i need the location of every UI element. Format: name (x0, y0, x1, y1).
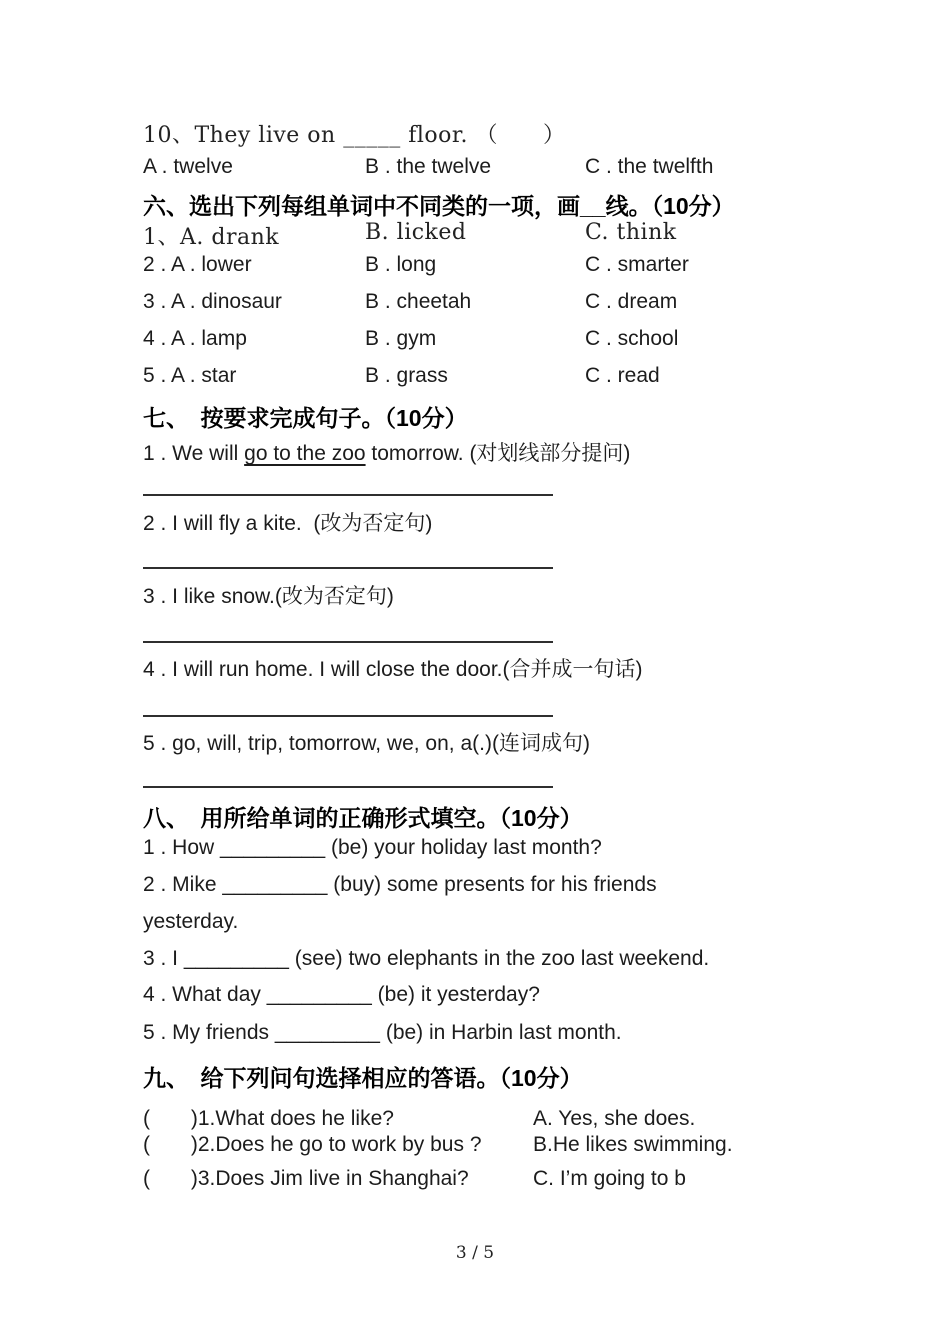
option-c: C . dream (585, 290, 678, 313)
option-c: C . school (585, 327, 679, 350)
section-6-heading: 六、选出下列每组单词中不同类的一项，画__线。（10分） (143, 193, 735, 219)
option-c: C. think (585, 220, 677, 245)
section-7-item-4: 4 . I will run home. I will close the door.(合并成一句话) (143, 658, 643, 681)
option-b: B . gym (365, 327, 437, 350)
answer-choice: B.He likes swimming. (533, 1133, 733, 1156)
section-9-row-3 (143, 1167, 933, 1191)
section-6-row-1 (143, 220, 863, 251)
answer-choice: A. Yes, she does. (533, 1107, 696, 1130)
option-a: 4 . A . lamp (143, 327, 247, 350)
section-8-item-2: 2 . Mike _________ (buy) some presents for his friends (143, 873, 657, 896)
option-b: B . grass (365, 364, 448, 387)
section-7-item-1 (143, 437, 630, 467)
section-6-row-5 (143, 364, 863, 388)
section-8-item-4: 4 . What day _________ (be) it yesterday? (143, 983, 540, 1006)
section-8-heading: 八、 用所给单词的正确形式填空。（10分） (143, 805, 583, 831)
answer-line (143, 641, 553, 643)
option-a: 1、A. drank (143, 225, 280, 250)
option-a: A . twelve (143, 155, 233, 178)
option-b: B . long (365, 253, 437, 276)
question-text: ( )1.What does he like? (143, 1107, 394, 1130)
answer-line (143, 567, 553, 569)
section-8-item-2-wrap: yesterday. (143, 910, 239, 933)
section-8-item-1: 1 . How _________ (be) your holiday last month? (143, 836, 602, 859)
section-7-item-3: 3 . I like snow.(改为否定句) (143, 585, 394, 608)
option-b: B . the twelve (365, 155, 492, 178)
option-a: 5 . A . star (143, 364, 237, 387)
option-b: B. licked (365, 220, 467, 245)
section-9-heading: 九、 给下列问句选择相应的答语。（10分） (143, 1065, 583, 1091)
answer-line (143, 715, 553, 717)
section-9-row-2 (143, 1133, 933, 1157)
underlined-phrase: go to the zoo (244, 442, 366, 465)
section-6-row-4 (143, 327, 863, 351)
option-c: C . the twelfth (585, 155, 714, 178)
option-a: 3 . A . dinosaur (143, 290, 282, 313)
option-c: C . read (585, 364, 660, 387)
section-6-row-3 (143, 290, 863, 314)
question-10-stem: 10、They live on _____ floor. （ ） (143, 123, 566, 148)
answer-line (143, 786, 553, 788)
answer-line (143, 494, 553, 496)
question-text: ( )2.Does he go to work by bus ? (143, 1133, 482, 1156)
section-7-item-5: 5 . go, will, trip, tomorrow, we, on, a(.)(连词成句) (143, 732, 590, 755)
answer-choice: C. I’m going to b (533, 1167, 686, 1190)
section-7-item-2: 2 . I will fly a kite. (改为否定句) (143, 512, 433, 535)
section-7-heading: 七、 按要求完成句子。（10分） (143, 405, 468, 431)
question-text: ( )3.Does Jim live in Shanghai? (143, 1167, 469, 1190)
section-9-row-1 (143, 1107, 933, 1131)
option-b: B . cheetah (365, 290, 472, 313)
question-10-options (143, 155, 863, 179)
option-a: 2 . A . lower (143, 253, 252, 276)
item-text-post: tomorrow. (对划线部分提问) (365, 442, 631, 465)
page-number: 3 / 5 (455, 1243, 495, 1263)
option-c: C . smarter (585, 253, 689, 276)
section-8-item-5: 5 . My friends _________ (be) in Harbin last month. (143, 1021, 622, 1044)
section-6-row-2 (143, 253, 863, 277)
section-8-item-3: 3 . I _________ (see) two elephants in the zoo last weekend. (143, 947, 710, 970)
item-text-pre: 1 . We will (143, 442, 245, 465)
